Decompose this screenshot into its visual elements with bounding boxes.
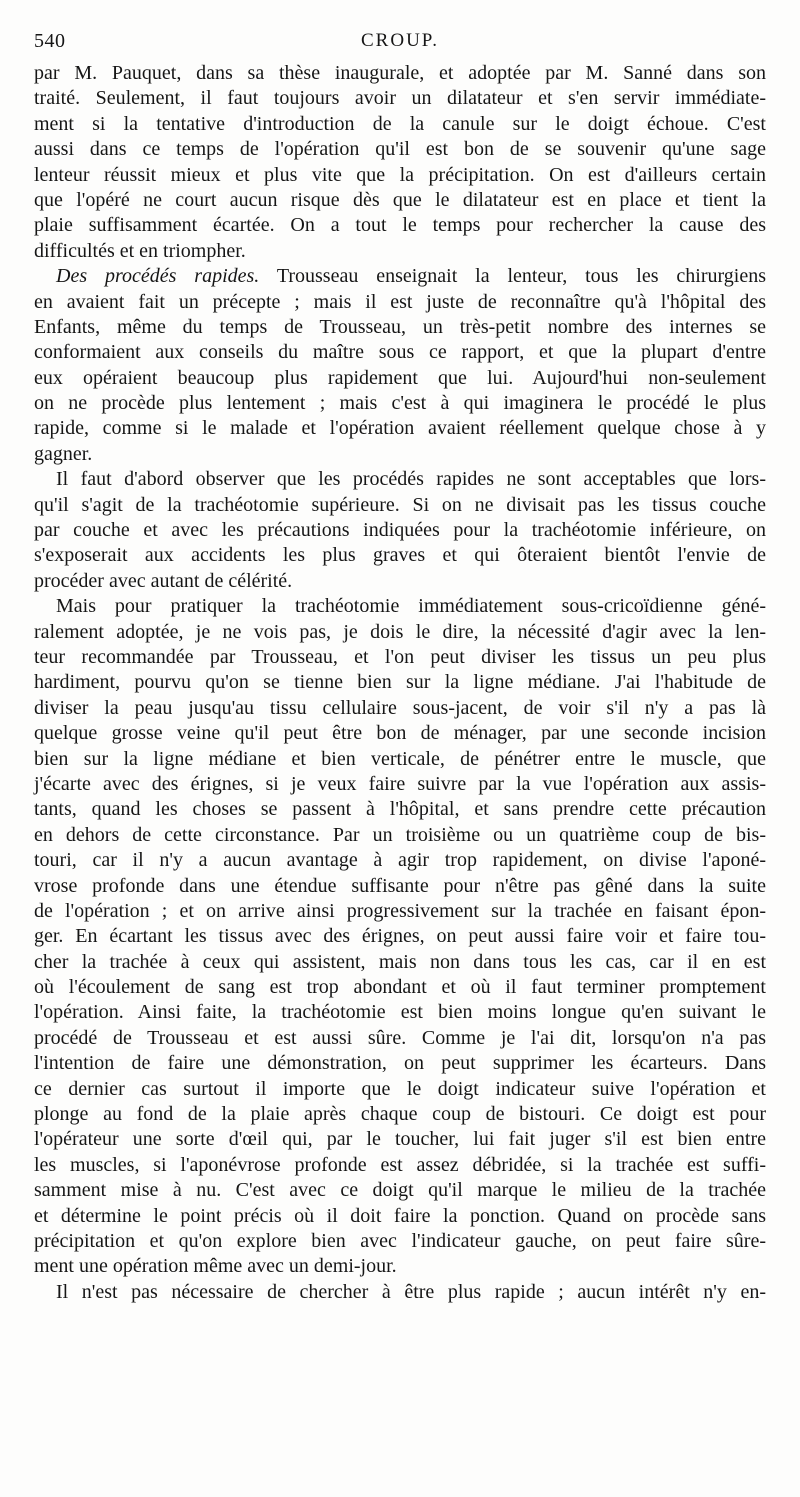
text-line (34, 950, 766, 975)
line-text: eux opéraient beaucoup plus rapidement que lui. Aujourd'hui non-seulement (34, 366, 766, 389)
line-text: traité. Seulement, il faut toujours avoir un dilatateur et s'en servir immédiate- (34, 87, 766, 110)
text-line (34, 747, 766, 772)
line-text: touri, car il n'y a aucun avantage à agir trop rapidement, on divise l'aponé- (34, 849, 766, 872)
running-head: CROUP. (361, 30, 439, 51)
text-line (34, 518, 766, 543)
text-line (34, 696, 766, 721)
text-line (34, 239, 766, 264)
line-text: en dehors de cette circonstance. Par un troisième ou un quatrième coup de bis- (34, 823, 766, 846)
text-line (34, 924, 766, 949)
line-text: tants, quand les choses se passent à l'hôpital, et sans prendre cette précaution (34, 798, 766, 821)
text-line (34, 670, 766, 695)
line-text: Mais pour pratiquer la trachéotomie immédiatement sous-cricoïdienne géné- (56, 595, 766, 618)
text-line (34, 1077, 766, 1102)
text-line (34, 772, 766, 797)
text-line (34, 823, 766, 848)
text-line (34, 1026, 766, 1051)
text-line (34, 264, 766, 289)
line-text: où l'écoulement de sang est trop abondant et où il faut terminer promptement (34, 976, 766, 999)
line-text: par couche et avec les précautions indiquées pour la trachéotomie inférieure, on (34, 519, 766, 542)
line-text: s'exposerait aux accidents les plus graves et qui ôteraient bientôt l'envie de (34, 544, 766, 567)
line-text: Enfants, même du temps de Trousseau, un très-petit nombre des internes se (34, 315, 766, 338)
text-line (34, 61, 766, 86)
text-line (34, 569, 766, 594)
text-line (34, 620, 766, 645)
line-text: procédé de Trousseau et est aussi sûre. Comme je l'ai dit, lorsqu'on n'a pas (34, 1026, 766, 1049)
line-text: diviser la peau jusqu'au tissu cellulaire sous-jacent, de voir s'il n'y a pas là (34, 696, 766, 719)
text-line (34, 137, 766, 162)
text-line (34, 1102, 766, 1127)
line-text: Il faut d'abord observer que les procédés rapides ne sont acceptables que lors- (56, 468, 766, 491)
text-line (34, 1051, 766, 1076)
line-text: ger. En écartant les tissus avec des érignes, on peut aussi faire voir et faire tou- (34, 925, 766, 948)
line-text: que l'opéré ne court aucun risque dès que le dilatateur est en place et tient la (34, 188, 766, 211)
page-header (34, 30, 766, 58)
page-number: 540 (34, 30, 66, 52)
line-text: plaie suffisamment écartée. On a tout le temps pour rechercher la cause des (34, 214, 766, 237)
line-text: gagner. (34, 442, 93, 465)
text-line (34, 340, 766, 365)
line-text: ce dernier cas surtout il importe que le doigt indicateur suive l'opération et (34, 1077, 766, 1100)
text-line (34, 1153, 766, 1178)
line-text: par M. Pauquet, dans sa thèse inaugurale, et adoptée par M. Sanné dans son (34, 62, 766, 84)
text-line (34, 1280, 766, 1305)
line-text: Trousseau enseignait la lenteur, tous les chirurgiens (259, 265, 766, 288)
body-text (34, 61, 766, 1305)
italic-section-heading: Des procédés rapides. (56, 265, 260, 288)
text-line (34, 467, 766, 492)
line-text: difficultés et en triompher. (34, 239, 246, 262)
line-text: ralement adoptée, je ne vois pas, je dois le dire, la nécessité d'agir avec la len- (34, 620, 766, 643)
text-line (34, 797, 766, 822)
line-text: qu'il s'agit de la trachéotomie supérieure. Si on ne divisait pas les tissus couche (34, 493, 766, 516)
text-line (34, 899, 766, 924)
line-text: et détermine le point précis où il doit faire la ponction. Quand on procède sans (34, 1204, 766, 1227)
text-line (34, 493, 766, 518)
line-text: plonge au fond de la plaie après chaque coup de bistouri. Ce doigt est pour (34, 1103, 766, 1126)
text-line (34, 86, 766, 111)
line-text: procéder avec autant de célérité. (34, 569, 293, 592)
text-line (34, 290, 766, 315)
line-text: ment si la tentative d'introduction de la canule sur le doigt échoue. C'est (34, 112, 766, 135)
line-text: samment mise à nu. C'est avec ce doigt qu'il marque le milieu de la trachée (34, 1179, 766, 1202)
text-line (34, 442, 766, 467)
line-text: Il n'est pas nécessaire de chercher à être plus rapide ; aucun intérêt n'y en- (56, 1280, 766, 1303)
text-line (34, 1178, 766, 1203)
line-text: on ne procède plus lentement ; mais c'est à qui imaginera le procédé le plus (34, 392, 766, 415)
text-line (34, 391, 766, 416)
text-line (34, 366, 766, 391)
text-line (34, 1254, 766, 1279)
line-text: conformaient aux conseils du maître sous ce rapport, et que la plupart d'entre (34, 341, 766, 364)
text-line (34, 594, 766, 619)
line-text: l'opération. Ainsi faite, la trachéotomie est bien moins longue qu'en suivant le (34, 1001, 766, 1024)
text-line (34, 213, 766, 238)
text-line (34, 543, 766, 568)
line-text: les muscles, si l'aponévrose profonde est assez débridée, si la trachée est suffi- (34, 1153, 766, 1176)
line-text: j'écarte avec des érignes, si je veux faire suivre par la vue l'opération aux assis- (34, 772, 766, 795)
text-line (34, 112, 766, 137)
line-text: quelque grosse veine qu'il peut être bon de ménager, par une seconde incision (34, 722, 766, 745)
text-line (34, 721, 766, 746)
line-text: teur recommandée par Trousseau, et l'on peut diviser les tissus un peu plus (34, 645, 766, 668)
line-text: rapide, comme si le malade et l'opération avaient réellement quelque chose à y (34, 417, 766, 440)
line-text: aussi dans ce temps de l'opération qu'il est bon de se souvenir qu'une sage (34, 138, 766, 161)
text-line (34, 315, 766, 340)
line-text: bien sur la ligne médiane et bien verticale, de pénétrer entre le muscle, que (34, 747, 766, 770)
line-text: de l'opération ; et on arrive ainsi progressivement sur la trachée en faisant épon- (34, 899, 766, 922)
text-line (34, 975, 766, 1000)
line-text: hardiment, pourvu qu'on se tienne bien sur la ligne médiane. J'ai l'habitude de (34, 671, 766, 694)
line-text: précipitation et qu'on explore bien avec l'indicateur gauche, on peut faire sûre- (34, 1229, 766, 1252)
line-text: ment une opération même avec un demi-jour. (34, 1255, 397, 1278)
text-line (34, 163, 766, 188)
text-line (34, 1000, 766, 1025)
text-line (34, 874, 766, 899)
text-line (34, 188, 766, 213)
text-line (34, 1127, 766, 1152)
line-text: l'intention de faire une démonstration, on peut supprimer les écarteurs. Dans (34, 1052, 766, 1075)
line-text: vrose profonde dans une étendue suffisante pour n'être pas gêné dans la suite (34, 874, 766, 897)
line-text: cher la trachée à ceux qui assistent, mais non dans tous les cas, car il en est (34, 950, 766, 973)
text-line (34, 848, 766, 873)
text-line (34, 416, 766, 441)
line-text: lenteur réussit mieux et plus vite que la précipitation. On est d'ailleurs certain (34, 163, 766, 186)
text-line (34, 1229, 766, 1254)
text-line (34, 1204, 766, 1229)
text-line (34, 645, 766, 670)
line-text: l'opérateur une sorte d'œil qui, par le toucher, lui fait juger s'il est bien entre (34, 1128, 766, 1151)
line-text: en avaient fait un précepte ; mais il est juste de reconnaître qu'à l'hôpital des (34, 290, 766, 313)
